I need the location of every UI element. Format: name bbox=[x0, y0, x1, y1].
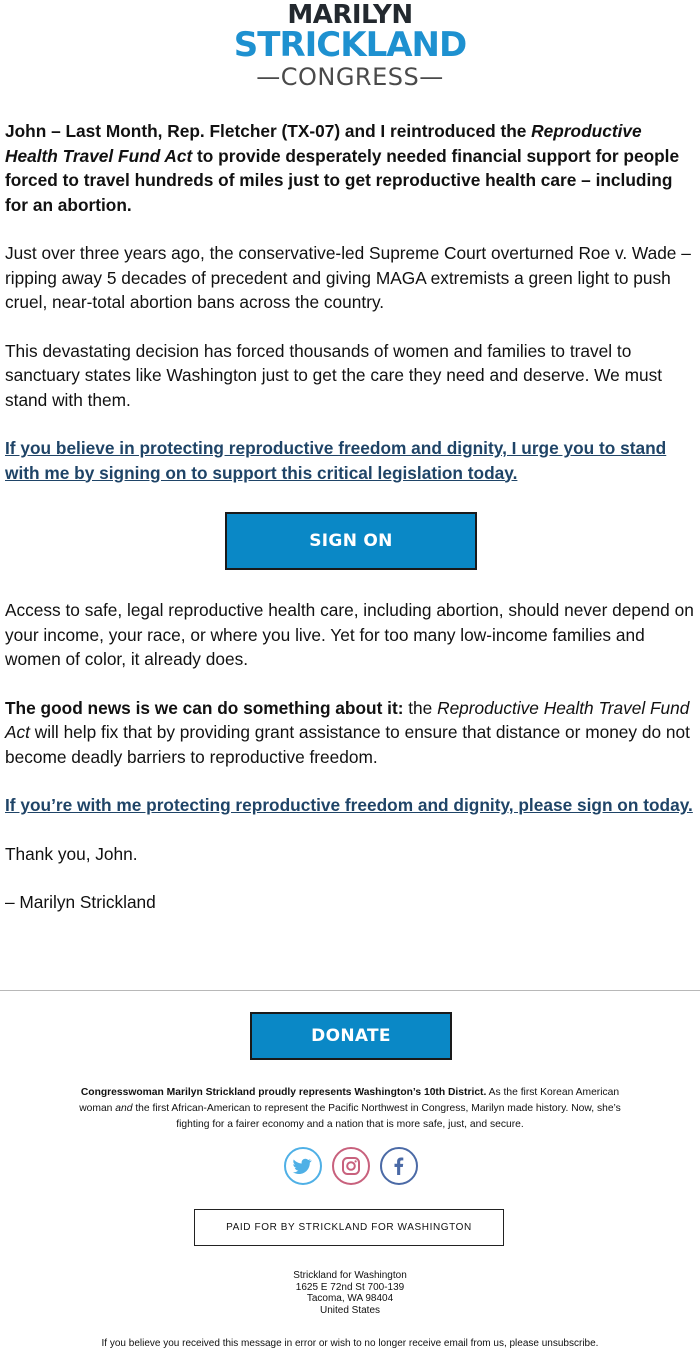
email-body bbox=[5, 119, 695, 485]
paragraph-sanctuary: This devastating decision has forced thousands of women and families to travel to sanctuary states like Washington just to get the care they need and deserve. We must stand with them. bbox=[5, 340, 663, 410]
address-name: Strickland for Washington bbox=[293, 1270, 407, 1281]
sign-on-link-2[interactable]: If you’re with me protecting reproductive freedom and dignity, please sign on today. bbox=[5, 795, 693, 815]
mailing-address bbox=[200, 1270, 500, 1316]
paid-for-disclaimer: PAID FOR BY STRICKLAND FOR WASHINGTON bbox=[194, 1209, 504, 1246]
instagram-icon[interactable] bbox=[332, 1147, 370, 1185]
facebook-icon[interactable] bbox=[380, 1147, 418, 1185]
footer-divider bbox=[0, 990, 700, 991]
intro-paragraph bbox=[5, 119, 695, 217]
bill-name: Reproductive Health Travel Fund Act bbox=[5, 121, 642, 166]
social-links bbox=[283, 1147, 423, 1189]
about-text-start: As the first Korean American woman bbox=[79, 1087, 620, 1114]
campaign-logo bbox=[0, 0, 700, 96]
sign-on-button[interactable]: SIGN ON bbox=[225, 512, 477, 570]
about-text-end: the first African-American to represent the Pacific Northwest in Congress, Marilyn made history. Now, she’s fighting for a fairer economy and a nation that is more safe, just, and secure. bbox=[132, 1103, 621, 1130]
signature: – Marilyn Strickland bbox=[5, 892, 156, 912]
sign-on-link-1[interactable]: If you believe in protecting reproductive freedom and dignity, I urge you to stand with me by signing on to support this critical legislation today. bbox=[5, 438, 667, 483]
good-news-the: the bbox=[403, 697, 438, 718]
good-news-text: will help fix that by providing grant assistance to ensure that distance or money do not become deadly barriers to reproductive freedom. bbox=[5, 722, 690, 767]
footer-about bbox=[70, 1085, 630, 1133]
twitter-icon[interactable] bbox=[284, 1147, 322, 1185]
cta-paragraph-1 bbox=[5, 436, 695, 485]
thanks-line: Thank you, John. bbox=[5, 843, 138, 864]
donate-button[interactable]: DONATE bbox=[250, 1012, 452, 1060]
email-body-continued bbox=[5, 598, 695, 939]
address-street: 1625 E 72nd St 700-139 bbox=[295, 1281, 405, 1293]
paragraph-good-news bbox=[5, 696, 695, 770]
logo-congress: —CONGRESS— bbox=[256, 63, 444, 91]
paragraph-access: Access to safe, legal reproductive health care, including abortion, should never depend on your income, your race, or where you live. Yet for too many low-income families and women of color, it already does. bbox=[5, 600, 694, 669]
bill-name-2: Reproductive Health Travel Fund Act bbox=[5, 697, 690, 742]
about-bold: Congresswoman Marilyn Strickland proudly represents Washington’s 10th District. bbox=[80, 1087, 487, 1098]
paragraph-roe: Just over three years ago, the conservative-led Supreme Court overturned Roe v. Wade – ripping away 5 decades of precedent and giving MAGA extremists a green light to push cruel, near-total abortion bans across the country. bbox=[5, 243, 691, 312]
unsubscribe-notice bbox=[0, 1338, 700, 1349]
logo-first-name: MARILYN bbox=[287, 0, 413, 30]
intro-text-start: John – Last Month, Rep. Fletcher (TX-07) and I reintroduced the bbox=[5, 121, 532, 141]
address-city: Tacoma, WA 98404 bbox=[306, 1293, 394, 1304]
about-and: and bbox=[115, 1103, 133, 1114]
intro-text-end: to provide desperately needed financial support for people forced to travel hundreds of miles just to get reproductive health care – including for an abortion. bbox=[5, 145, 680, 215]
logo-last-name: STRICKLAND bbox=[233, 25, 467, 65]
good-news-lead: The good news is we can do something about it: bbox=[5, 697, 404, 718]
cta-paragraph-2 bbox=[5, 793, 695, 818]
unsubscribe-link[interactable]: If you believe you received this message in error or wish to no longer receive email from us, please unsubscribe. bbox=[101, 1338, 599, 1349]
address-country: United States bbox=[319, 1304, 381, 1316]
